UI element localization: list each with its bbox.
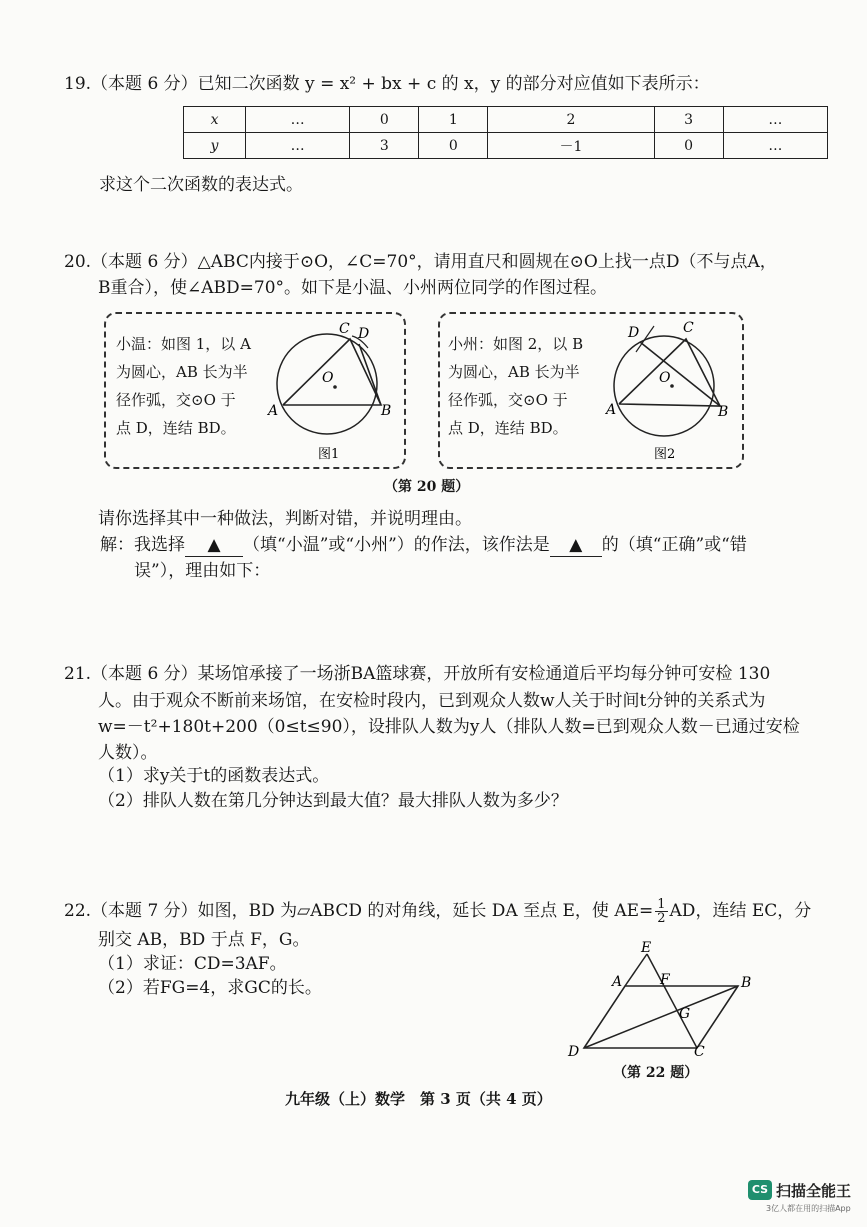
label-c: C: [339, 321, 350, 337]
fraction-denominator: 2: [657, 911, 666, 926]
q20-stem-line1: 20.（本题 6 分）△ABC内接于⊙O，∠C=70°，请用直尺和圆规在⊙O上找一点D（不与点A，: [64, 252, 777, 272]
table-cell: 0: [350, 107, 419, 133]
table-cell: 3: [350, 133, 419, 159]
q22-stem-line2: 别交 AB，BD 于点 F，G。: [98, 930, 310, 950]
fig1-text-line: 为圆心，AB 长为半: [116, 363, 248, 381]
q22-figure-caption: （第 22 题）: [613, 1065, 699, 1081]
q22-stem-text: 22.（本题 7 分）如图，BD 为▱ABCD 的对角线，延长 DA 至点 E，使 AE=: [64, 901, 654, 921]
segment-ae: [625, 954, 647, 986]
fig1-text-line: 径作弧，交⊙O 于: [116, 391, 236, 409]
q22-stem-line1: [64, 898, 811, 925]
camscanner-title: 扫描全能王: [776, 1182, 852, 1200]
segment-bd: [359, 344, 381, 405]
label-o: O: [659, 370, 671, 386]
center-dot: [670, 384, 674, 388]
table-cell: 0: [419, 133, 488, 159]
diagonal-bd: [584, 986, 738, 1048]
fig2-text-line: 点 D，连结 BD。: [448, 419, 568, 437]
fig1-text-line: 点 D，连结 BD。: [116, 419, 236, 437]
label-e: E: [641, 940, 652, 956]
label-a: A: [606, 402, 617, 418]
table-cell: …: [723, 107, 827, 133]
q20-prompt: 请你选择其中一种做法，判断对错，并说明理由。: [98, 509, 472, 529]
q21-part2: （2）排队人数在第几分钟达到最大值？最大排队人数为多少？: [98, 791, 568, 811]
fig1-text-line: 小温：如图 1，以 A: [116, 335, 251, 353]
table-cell: x: [184, 107, 246, 133]
label-d: D: [358, 326, 370, 342]
q22-part2: （2）若FG=4，求GC的长。: [98, 978, 322, 998]
table-cell: y: [184, 133, 246, 159]
label-o: O: [322, 370, 334, 386]
q20-stem-line2: B重合），使∠ABD=70°。如下是小温、小州两位同学的作图过程。: [98, 278, 608, 298]
label-d: D: [628, 325, 640, 341]
label-a: A: [268, 403, 279, 419]
fraction-one-half: [655, 898, 667, 925]
q20-answer-line2: 误”），理由如下：: [134, 561, 271, 581]
q20-answer-line: [100, 534, 747, 557]
label-c: C: [694, 1044, 705, 1058]
q22-part1: （1）求证：CD=3AF。: [98, 954, 287, 974]
table-cell: 3: [654, 107, 723, 133]
table-cell: 0: [654, 133, 723, 159]
q19-stem: 19.（本题 6 分）已知二次函数 y = x² + bx + c 的 x，y 的部分对应值如下表所示：: [64, 74, 710, 94]
table-row: [184, 133, 828, 159]
label-b: B: [741, 975, 752, 991]
label-b: B: [381, 403, 392, 419]
label-b: B: [718, 404, 729, 420]
table-row: [184, 107, 828, 133]
circle-o: [614, 336, 714, 436]
camscanner-logo-icon: CS: [748, 1180, 772, 1200]
label-g: G: [679, 1006, 691, 1022]
fig2-diagram: [600, 314, 740, 464]
q21-stem-line3: w=－t²+180t+200（0≤t≤90），设排队人数为y人（排队人数=已到观众人数－已通过安检: [98, 717, 800, 737]
q21-stem-line1: 21.（本题 6 分）某场馆承接了一场浙BA篮球赛，开放所有安检通道后平均每分钟可安检 130: [64, 664, 771, 684]
fig1-caption: 图1: [318, 447, 340, 462]
table-cell: …: [246, 107, 350, 133]
fig1-diagram: [262, 314, 402, 464]
q21-stem-line4: 人数）。: [98, 743, 158, 763]
segment-ec: [647, 954, 697, 1048]
table-cell: …: [246, 133, 350, 159]
page-footer: 九年级（上）数学 第 3 页（共 4 页）: [285, 1090, 552, 1108]
q21-stem-line2: 人。由于观众不断前来场馆，在安检时段内，已到观众人数w人关于时间t分钟的关系式为: [98, 691, 766, 711]
q21-part1: （1）求y关于t的函数表达式。: [98, 766, 330, 786]
fraction-numerator: 1: [657, 897, 666, 912]
fig2-text-line: 为圆心，AB 长为半: [448, 363, 580, 381]
label-a: A: [612, 974, 623, 990]
fig2-text-line: 小州：如图 2，以 B: [448, 335, 584, 353]
q22-stem-text: AD，连结 EC，分: [669, 901, 812, 921]
table-cell: …: [723, 133, 827, 159]
label-d: D: [568, 1044, 580, 1058]
answer-blank-judgment: ▲: [550, 534, 602, 557]
fig2-caption: 图2: [654, 447, 676, 462]
fig2-text-line: 径作弧，交⊙O 于: [448, 391, 568, 409]
table-cell: 1: [419, 107, 488, 133]
answer-text: 解：我选择: [100, 535, 185, 555]
label-f: F: [660, 972, 670, 988]
q19-value-table: [183, 106, 828, 159]
answer-text: 的（填“正确”或“错: [601, 535, 747, 555]
answer-text: （填“小温”或“小州”）的作法，该作法是: [243, 535, 550, 555]
center-dot: [333, 385, 337, 389]
q22-diagram: [560, 938, 770, 1058]
label-c: C: [683, 320, 694, 336]
q19-task: 求这个二次函数的表达式。: [99, 175, 303, 195]
camscanner-subtitle: 3亿人都在用的扫描App: [766, 1204, 851, 1213]
segment-bd: [640, 342, 720, 406]
table-cell: －1: [488, 133, 654, 159]
q20-figure-caption: （第 20 题）: [384, 479, 470, 495]
table-cell: 2: [488, 107, 654, 133]
answer-blank-student: ▲: [185, 534, 243, 557]
